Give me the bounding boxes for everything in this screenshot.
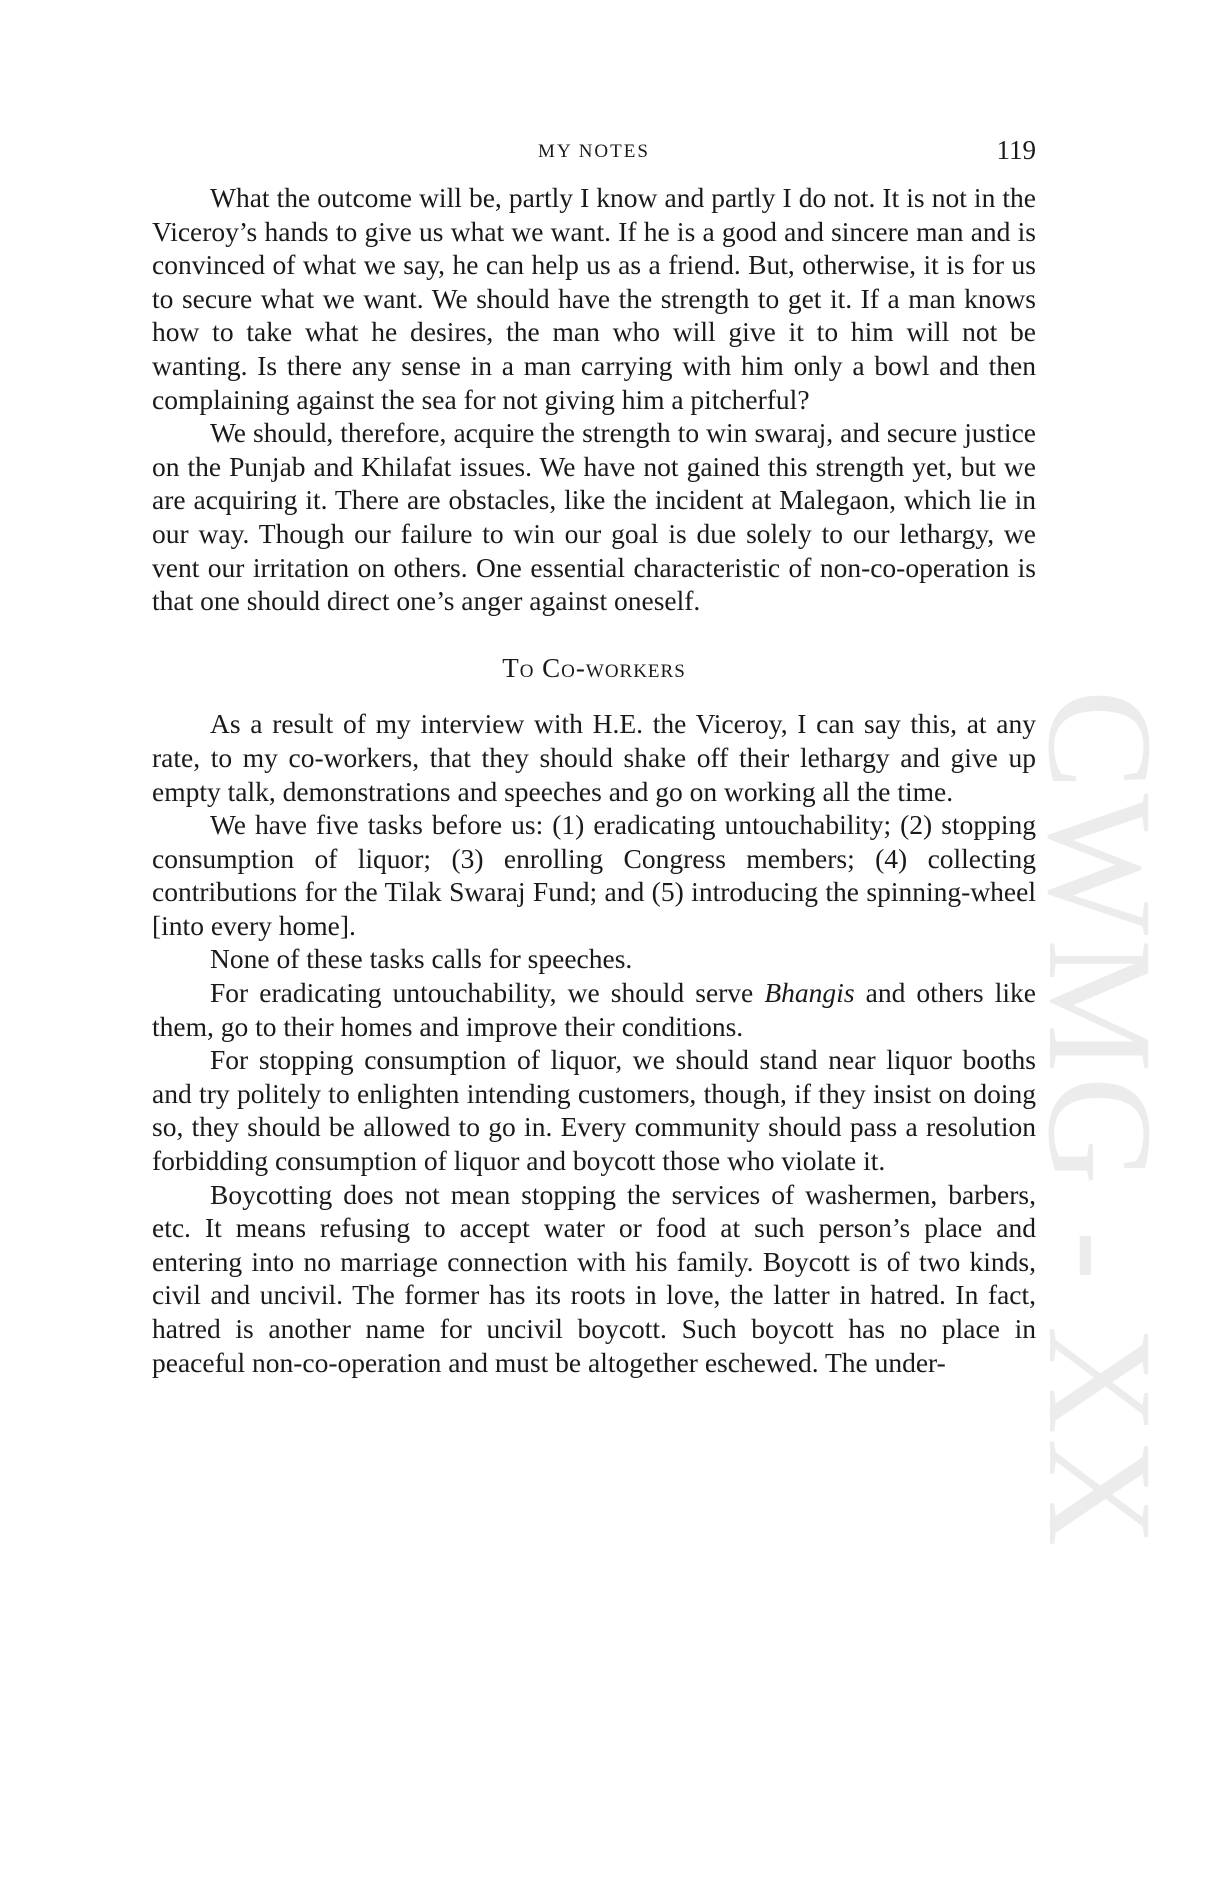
- running-head: [152, 135, 1036, 175]
- paragraph-untouchability-end: and others like them, go to their homes and improve their conditions.: [152, 977, 1036, 1042]
- body-text: [152, 181, 1036, 1379]
- paragraph-five-tasks: We have five tasks before us: (1) eradicating untouchability; (2) stopping consumption of liquor; (3) enrolling Congress members; (4) collecting contributions for the Tilak Swaraj Fund; and (5) introducing the spinning-wheel [into every home].: [152, 809, 1036, 941]
- paragraph-liquor: For stopping consumption of liquor, we should stand near liquor booths and try politely to enlighten intending customers, though, if they insist on doing so, they should be allowed to go in. Every community should pass a resolution forbidding consumption of liquor and boycott those who violate it.: [152, 1044, 1036, 1177]
- bhangis-term: Bhangis: [764, 977, 855, 1009]
- paragraph-untouchability: [152, 976, 1036, 1043]
- paragraph-untouchability-start: For eradicating untouchability, we should serve: [210, 977, 765, 1009]
- watermark: CWMG - XX: [1017, 689, 1183, 1551]
- paragraph-no-speeches: None of these tasks calls for speeches.: [210, 943, 633, 975]
- paragraph-outcome: What the outcome will be, partly I know and partly I do not. It is not in the Viceroy’s hands to give us what we want. If he is a good and sincere man and is convinced of what we say, he can help us as a friend. But, otherwise, it is for us to secure what we want. We should have the strength to get it. If a man knows how to take what he desires, the man who will give it to him will not be wanting. Is there any sense in a man carrying with him only a bowl and then complaining against the sea for not giving him a pitcherful?: [152, 182, 1036, 415]
- paragraph-strength: We should, therefore, acquire the strength to win swaraj, and secure justice on the Punjab and Khilafat issues. We have not gained this strength yet, but we are acquiring it. There are obstacles, like the incident at Malegaon, which lie in our way. Though our failure to win our goal is due solely to our lethargy, we vent our irritation on others. One essential characteristic of non-co-operation is that one should direct one’s anger against oneself.: [152, 417, 1036, 617]
- paragraph-boycott: Boycotting does not mean stopping the services of washermen, barbers, etc. It means refusing to accept water or food at such person’s place and entering into no marriage connection with his family. Boycott is of two kinds, civil and uncivil. The former has its roots in love, the latter in hatred. In fact, hatred is another name for uncivil boycott. Such boycott has no place in peaceful non-co-operation and must be altogether eschewed. The under-: [152, 1178, 1036, 1378]
- section-heading: To Co-workers: [502, 652, 686, 683]
- page-number: 119: [996, 135, 1036, 165]
- paragraph-interview: As a result of my interview with H.E. the Viceroy, I can say this, at any rate, to my co-workers, that they should shake off their lethargy and give up empty talk, demonstrations and speeches and go on working all the time.: [152, 708, 1036, 807]
- running-title: MY NOTES: [538, 141, 650, 162]
